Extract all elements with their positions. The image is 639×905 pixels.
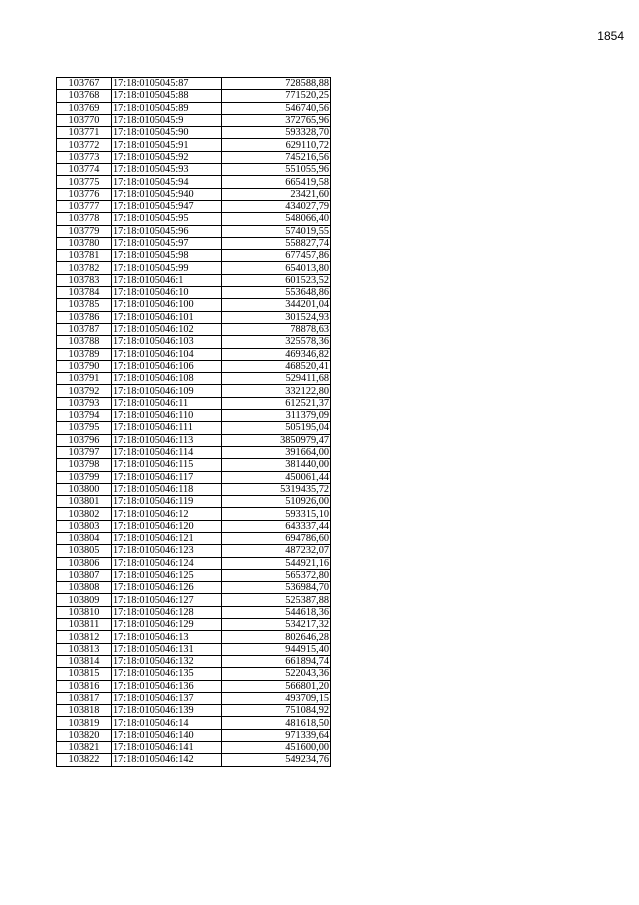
cadastral-number: 17:18:0105046:114 (112, 446, 222, 458)
table-row (57, 422, 331, 434)
cadastral-number: 17:18:0105045:947 (112, 200, 222, 212)
cadastral-value: 481618,50 (222, 717, 331, 729)
cadastral-value: 344201,04 (222, 299, 331, 311)
cadastral-number: 17:18:0105046:1 (112, 274, 222, 286)
cadastral-number: 17:18:0105045:89 (112, 102, 222, 114)
row-number: 103775 (57, 176, 112, 188)
row-number: 103805 (57, 545, 112, 557)
cadastral-value: 558827,74 (222, 237, 331, 249)
cadastral-number: 17:18:0105046:125 (112, 569, 222, 581)
table-row (57, 274, 331, 286)
table-row (57, 410, 331, 422)
table-row (57, 631, 331, 643)
table-row (57, 287, 331, 299)
cadastral-value: 745216,56 (222, 151, 331, 163)
table-row (57, 164, 331, 176)
table-row (57, 459, 331, 471)
table-row (57, 668, 331, 680)
row-number: 103791 (57, 373, 112, 385)
row-number: 103767 (57, 78, 112, 90)
table-row (57, 336, 331, 348)
table-row (57, 360, 331, 372)
cadastral-number: 17:18:0105045:99 (112, 262, 222, 274)
row-number: 103776 (57, 188, 112, 200)
cadastral-value: 5319435,72 (222, 483, 331, 495)
cadastral-value: 548066,40 (222, 213, 331, 225)
table-row (57, 643, 331, 655)
table-row (57, 151, 331, 163)
cadastral-number: 17:18:0105046:110 (112, 410, 222, 422)
table-row (57, 434, 331, 446)
cadastral-value: 643337,44 (222, 520, 331, 532)
row-number: 103770 (57, 114, 112, 126)
row-number: 103801 (57, 496, 112, 508)
cadastral-value: 661894,74 (222, 655, 331, 667)
table-row (57, 606, 331, 618)
cadastral-value: 546740,56 (222, 102, 331, 114)
cadastral-value: 665419,58 (222, 176, 331, 188)
table-body (57, 78, 331, 767)
table-row (57, 176, 331, 188)
cadastral-value: 529411,68 (222, 373, 331, 385)
row-number: 103808 (57, 582, 112, 594)
table-row (57, 557, 331, 569)
cadastral-number: 17:18:0105046:121 (112, 532, 222, 544)
cadastral-number: 17:18:0105046:103 (112, 336, 222, 348)
row-number: 103811 (57, 619, 112, 631)
cadastral-value: 566801,20 (222, 680, 331, 692)
cadastral-value: 677457,86 (222, 250, 331, 262)
row-number: 103817 (57, 692, 112, 704)
cadastral-number: 17:18:0105045:93 (112, 164, 222, 176)
table-row (57, 717, 331, 729)
row-number: 103780 (57, 237, 112, 249)
cadastral-value: 553648,86 (222, 287, 331, 299)
row-number: 103769 (57, 102, 112, 114)
table-row (57, 483, 331, 495)
cadastral-number: 17:18:0105046:14 (112, 717, 222, 729)
cadastral-value-table (56, 77, 331, 767)
cadastral-number: 17:18:0105045:92 (112, 151, 222, 163)
cadastral-number: 17:18:0105046:113 (112, 434, 222, 446)
table-row (57, 114, 331, 126)
cadastral-number: 17:18:0105045:98 (112, 250, 222, 262)
row-number: 103787 (57, 323, 112, 335)
cadastral-number: 17:18:0105046:120 (112, 520, 222, 532)
table-row (57, 545, 331, 557)
cadastral-number: 17:18:0105046:118 (112, 483, 222, 495)
cadastral-value: 487232,07 (222, 545, 331, 557)
cadastral-number: 17:18:0105046:109 (112, 385, 222, 397)
cadastral-number: 17:18:0105046:139 (112, 705, 222, 717)
cadastral-value: 601523,52 (222, 274, 331, 286)
table-row (57, 385, 331, 397)
cadastral-value: 78878,63 (222, 323, 331, 335)
row-number: 103814 (57, 655, 112, 667)
cadastral-value: 381440,00 (222, 459, 331, 471)
table-row (57, 582, 331, 594)
cadastral-value: 325578,36 (222, 336, 331, 348)
cadastral-number: 17:18:0105046:132 (112, 655, 222, 667)
row-number: 103800 (57, 483, 112, 495)
cadastral-number: 17:18:0105046:131 (112, 643, 222, 655)
row-number: 103784 (57, 287, 112, 299)
cadastral-number: 17:18:0105046:142 (112, 754, 222, 766)
row-number: 103773 (57, 151, 112, 163)
row-number: 103772 (57, 139, 112, 151)
cadastral-number: 17:18:0105046:117 (112, 471, 222, 483)
row-number: 103782 (57, 262, 112, 274)
row-number: 103788 (57, 336, 112, 348)
cadastral-value: 544618,36 (222, 606, 331, 618)
table-row (57, 742, 331, 754)
cadastral-value: 574019,55 (222, 225, 331, 237)
cadastral-number: 17:18:0105045:90 (112, 127, 222, 139)
cadastral-value: 469346,82 (222, 348, 331, 360)
cadastral-number: 17:18:0105046:13 (112, 631, 222, 643)
cadastral-value: 549234,76 (222, 754, 331, 766)
cadastral-value: 551055,96 (222, 164, 331, 176)
row-number: 103790 (57, 360, 112, 372)
row-number: 103794 (57, 410, 112, 422)
row-number: 103809 (57, 594, 112, 606)
row-number: 103803 (57, 520, 112, 532)
row-number: 103781 (57, 250, 112, 262)
table-row (57, 754, 331, 766)
table-row (57, 78, 331, 90)
row-number: 103812 (57, 631, 112, 643)
cadastral-value: 372765,96 (222, 114, 331, 126)
cadastral-value: 544921,16 (222, 557, 331, 569)
row-number: 103786 (57, 311, 112, 323)
cadastral-number: 17:18:0105046:100 (112, 299, 222, 311)
cadastral-number: 17:18:0105046:126 (112, 582, 222, 594)
cadastral-number: 17:18:0105046:106 (112, 360, 222, 372)
cadastral-number: 17:18:0105045:91 (112, 139, 222, 151)
cadastral-number: 17:18:0105045:96 (112, 225, 222, 237)
cadastral-value: 505195,04 (222, 422, 331, 434)
row-number: 103816 (57, 680, 112, 692)
row-number: 103778 (57, 213, 112, 225)
row-number: 103815 (57, 668, 112, 680)
cadastral-number: 17:18:0105046:129 (112, 619, 222, 631)
row-number: 103792 (57, 385, 112, 397)
cadastral-number: 17:18:0105046:123 (112, 545, 222, 557)
cadastral-value: 771520,25 (222, 90, 331, 102)
row-number: 103807 (57, 569, 112, 581)
row-number: 103822 (57, 754, 112, 766)
row-number: 103798 (57, 459, 112, 471)
cadastral-number: 17:18:0105046:12 (112, 508, 222, 520)
row-number: 103802 (57, 508, 112, 520)
table-row (57, 680, 331, 692)
cadastral-value: 612521,37 (222, 397, 331, 409)
row-number: 103804 (57, 532, 112, 544)
cadastral-number: 17:18:0105045:97 (112, 237, 222, 249)
table-row (57, 311, 331, 323)
cadastral-value: 728588,88 (222, 78, 331, 90)
cadastral-number: 17:18:0105046:137 (112, 692, 222, 704)
table-row (57, 496, 331, 508)
table-row (57, 237, 331, 249)
row-number: 103771 (57, 127, 112, 139)
cadastral-number: 17:18:0105046:127 (112, 594, 222, 606)
row-number: 103813 (57, 643, 112, 655)
table-row (57, 200, 331, 212)
table-row (57, 705, 331, 717)
cadastral-value: 525387,88 (222, 594, 331, 606)
row-number: 103821 (57, 742, 112, 754)
cadastral-value: 536984,70 (222, 582, 331, 594)
row-number: 103797 (57, 446, 112, 458)
cadastral-number: 17:18:0105045:9 (112, 114, 222, 126)
table-row (57, 729, 331, 741)
cadastral-number: 17:18:0105046:136 (112, 680, 222, 692)
cadastral-value: 654013,80 (222, 262, 331, 274)
cadastral-value: 751084,92 (222, 705, 331, 717)
table-row (57, 569, 331, 581)
cadastral-number: 17:18:0105046:102 (112, 323, 222, 335)
row-number: 103779 (57, 225, 112, 237)
cadastral-value: 391664,00 (222, 446, 331, 458)
row-number: 103806 (57, 557, 112, 569)
row-number: 103785 (57, 299, 112, 311)
table-row (57, 90, 331, 102)
row-number: 103818 (57, 705, 112, 717)
table-row (57, 323, 331, 335)
row-number: 103783 (57, 274, 112, 286)
cadastral-value: 510926,00 (222, 496, 331, 508)
row-number: 103799 (57, 471, 112, 483)
cadastral-number: 17:18:0105046:11 (112, 397, 222, 409)
cadastral-value: 451600,00 (222, 742, 331, 754)
cadastral-value: 450061,44 (222, 471, 331, 483)
cadastral-number: 17:18:0105046:128 (112, 606, 222, 618)
cadastral-number: 17:18:0105045:94 (112, 176, 222, 188)
cadastral-value: 311379,09 (222, 410, 331, 422)
cadastral-number: 17:18:0105045:88 (112, 90, 222, 102)
table-row (57, 594, 331, 606)
cadastral-value: 23421,60 (222, 188, 331, 200)
cadastral-number: 17:18:0105046:140 (112, 729, 222, 741)
table-row (57, 471, 331, 483)
cadastral-value: 522043,36 (222, 668, 331, 680)
cadastral-number: 17:18:0105046:135 (112, 668, 222, 680)
cadastral-number: 17:18:0105046:104 (112, 348, 222, 360)
table-row (57, 188, 331, 200)
row-number: 103820 (57, 729, 112, 741)
table-row (57, 655, 331, 667)
cadastral-value: 802646,28 (222, 631, 331, 643)
table-row (57, 446, 331, 458)
cadastral-value: 434027,79 (222, 200, 331, 212)
cadastral-value: 332122,80 (222, 385, 331, 397)
row-number: 103789 (57, 348, 112, 360)
row-number: 103793 (57, 397, 112, 409)
page-number: 1854 (597, 29, 624, 43)
table-row (57, 532, 331, 544)
table-row (57, 299, 331, 311)
table-row (57, 397, 331, 409)
row-number: 103795 (57, 422, 112, 434)
row-number: 103774 (57, 164, 112, 176)
table-row (57, 225, 331, 237)
cadastral-value: 3850979,47 (222, 434, 331, 446)
table-row (57, 373, 331, 385)
cadastral-number: 17:18:0105046:111 (112, 422, 222, 434)
table-row (57, 619, 331, 631)
cadastral-number: 17:18:0105046:10 (112, 287, 222, 299)
table-row (57, 213, 331, 225)
table-row (57, 508, 331, 520)
cadastral-value: 694786,60 (222, 532, 331, 544)
cadastral-number: 17:18:0105046:141 (112, 742, 222, 754)
cadastral-value: 971339,64 (222, 729, 331, 741)
table-row (57, 139, 331, 151)
cadastral-number: 17:18:0105045:87 (112, 78, 222, 90)
row-number: 103819 (57, 717, 112, 729)
table-row (57, 102, 331, 114)
table-row (57, 520, 331, 532)
cadastral-value: 593315,10 (222, 508, 331, 520)
cadastral-value: 944915,40 (222, 643, 331, 655)
cadastral-value: 593328,70 (222, 127, 331, 139)
cadastral-number: 17:18:0105046:101 (112, 311, 222, 323)
cadastral-value: 468520,41 (222, 360, 331, 372)
cadastral-number: 17:18:0105045:940 (112, 188, 222, 200)
table-row (57, 692, 331, 704)
row-number: 103768 (57, 90, 112, 102)
table-row (57, 250, 331, 262)
cadastral-number: 17:18:0105045:95 (112, 213, 222, 225)
cadastral-value: 534217,32 (222, 619, 331, 631)
table-row (57, 262, 331, 274)
cadastral-number: 17:18:0105046:108 (112, 373, 222, 385)
row-number: 103810 (57, 606, 112, 618)
row-number: 103796 (57, 434, 112, 446)
cadastral-number: 17:18:0105046:124 (112, 557, 222, 569)
cadastral-value: 629110,72 (222, 139, 331, 151)
cadastral-value: 301524,93 (222, 311, 331, 323)
cadastral-number: 17:18:0105046:115 (112, 459, 222, 471)
cadastral-value: 493709,15 (222, 692, 331, 704)
row-number: 103777 (57, 200, 112, 212)
table-row (57, 127, 331, 139)
table-row (57, 348, 331, 360)
cadastral-value: 565372,80 (222, 569, 331, 581)
cadastral-number: 17:18:0105046:119 (112, 496, 222, 508)
